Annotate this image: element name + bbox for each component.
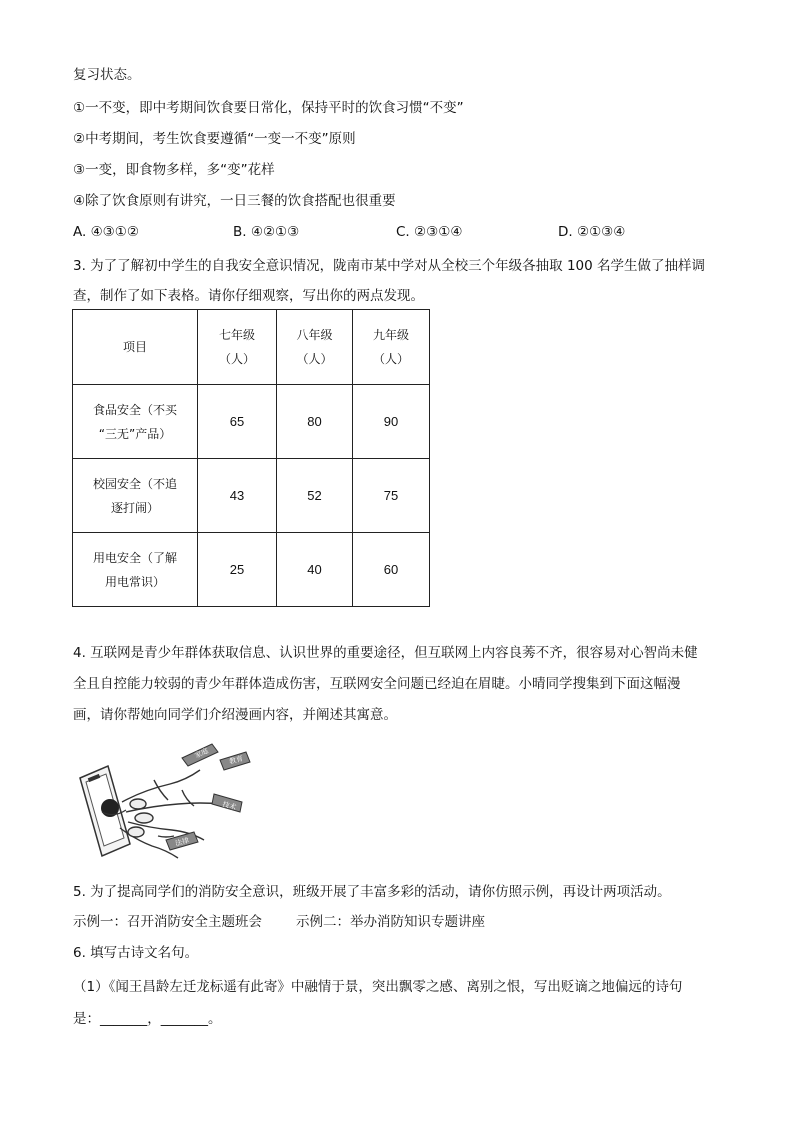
table-row	[73, 385, 430, 459]
statement-3: ③一变，即食物多样，多“变”花样	[73, 162, 275, 178]
question-4-text: 全且自控能力较弱的青少年群体造成伤害，互联网安全问题已经迫在眉睫。小晴同学搜集到下面这幅漫	[73, 676, 681, 692]
option-b[interactable]: B. ④②①③	[233, 224, 300, 240]
table-row	[73, 459, 430, 533]
cell-grade-9: 60	[353, 533, 430, 607]
row-label: 校园安全（不追 逐打闹）	[73, 459, 198, 533]
cell-grade-8: 40	[277, 533, 353, 607]
option-a[interactable]: A. ④③①②	[73, 224, 139, 240]
example-2: 示例二：举办消防知识专题讲座	[296, 914, 485, 930]
question-3-text: 3. 为了了解初中学生的自我安全意识情况，陇南市某中学对从全校三个年级各抽取 100 名学生做了抽样调	[73, 258, 706, 274]
example-1: 示例一：召开消防安全主题班会	[73, 914, 262, 930]
family-banner	[182, 744, 218, 766]
question-4-text: 4. 互联网是青少年群体获取信息、认识世界的重要途径，但互联网上内容良莠不齐，很容易对心智尚未健	[73, 645, 698, 661]
option-d[interactable]: D. ②①③④	[558, 224, 626, 240]
question-6-text: 6. 填写古诗文名句。	[73, 945, 199, 961]
row-label: 用电安全（了解 用电常识）	[73, 533, 198, 607]
survey-table	[72, 309, 430, 607]
statement-2: ②中考期间，考生饮食要遵循“一变一不变”原则	[73, 131, 356, 147]
education-banner	[220, 752, 250, 770]
law-banner	[166, 832, 198, 850]
svg-text:教育: 教育	[228, 754, 245, 766]
svg-text:家庭: 家庭	[193, 746, 210, 760]
cell-grade-9: 75	[353, 459, 430, 533]
cell-grade-7: 43	[198, 459, 277, 533]
cell-grade-7: 65	[198, 385, 277, 459]
answer-options	[73, 224, 723, 242]
question-6-prompt: （1）《闻王昌龄左迁龙标遥有此寄》中融情于景，突出飘零之感、离别之恨，写出贬谪之地偏远的诗句	[73, 979, 683, 995]
internet-safety-comic	[74, 740, 256, 862]
question-3-text: 查，制作了如下表格。请你仔细观察，写出你的两点发现。	[73, 288, 424, 304]
table-row	[73, 533, 430, 607]
cell-grade-7: 25	[198, 533, 277, 607]
statement-4: ④除了饮食原则有讲究，一日三餐的饮食搭配也很重要	[73, 193, 396, 209]
header-grade-8: 八年级 （人）	[277, 310, 353, 385]
tablet-illustration	[80, 766, 130, 856]
statement-1: ①一不变，即中考期间饮食要日常化，保持平时的饮食习惯“不变”	[73, 100, 464, 116]
cell-grade-8: 80	[277, 385, 353, 459]
table-header-row	[73, 310, 430, 385]
svg-text:技术: 技术	[221, 800, 238, 812]
header-item: 项目	[73, 310, 198, 385]
text-line: 复习状态。	[73, 67, 141, 83]
option-c[interactable]: C. ②③①④	[396, 224, 463, 240]
question-5-text: 5. 为了提高同学们的消防安全意识，班级开展了丰富多彩的活动，请你仿照示例，再设计两项活动。	[73, 884, 671, 900]
svg-text:法律: 法律	[174, 836, 191, 848]
answer-blank-line[interactable]: 是：_______，_______。	[73, 1011, 222, 1027]
header-grade-9: 九年级 （人）	[353, 310, 430, 385]
cell-grade-9: 90	[353, 385, 430, 459]
tech-banner	[212, 794, 242, 812]
row-label: 食品安全（不买 “三无”产品）	[73, 385, 198, 459]
header-grade-7: 七年级 （人）	[198, 310, 277, 385]
cell-grade-8: 52	[277, 459, 353, 533]
question-4-text: 画，请你帮她向同学们介绍漫画内容，并阐述其寓意。	[73, 707, 397, 723]
